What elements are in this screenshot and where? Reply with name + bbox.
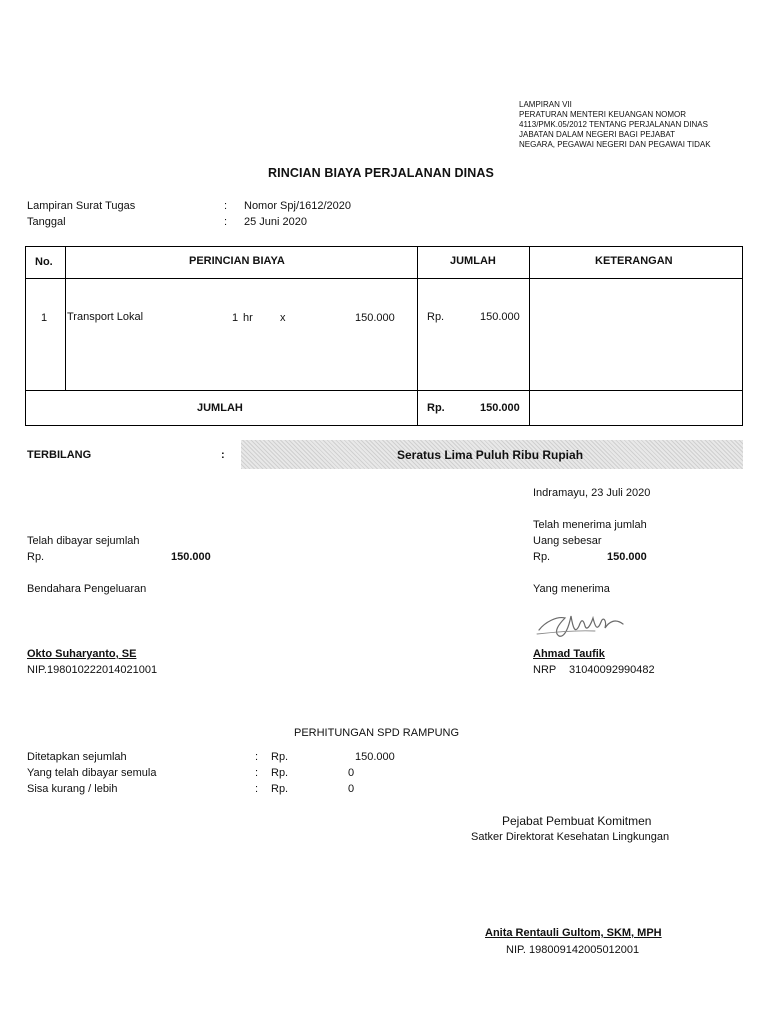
ppk-title: Pejabat Pembuat Komitmen [502,814,652,828]
total-label: JUMLAH [197,402,243,414]
table-border-top [25,246,743,247]
row-qty: 1 [232,312,239,324]
ppk-name: Anita Rentauli Gultom, SKM, MPH [485,927,662,939]
rampung-value: 150.000 [355,751,395,763]
row-price: 150.000 [355,312,395,324]
total-rp: Rp. [427,402,445,414]
lampiran-line-5: NEGARA, PEGAWAI NEGERI DAN PEGAWAI TIDAK [519,140,711,149]
table-border-left [25,246,26,426]
header-keterangan: KETERANGAN [595,255,673,267]
received-line-2: Uang sebesar [533,535,602,547]
table-col-divider-no [65,246,66,391]
table-border-right [742,246,743,426]
receiver-signature-image [535,604,630,644]
place-date: Indramayu, 23 Juli 2020 [533,487,651,499]
row-amount: 150.000 [480,311,520,323]
total-amount: 150.000 [480,402,520,414]
document-title: RINCIAN BIAYA PERJALANAN DINAS [268,166,494,180]
lampiran-line-1: LAMPIRAN VII [519,100,572,109]
row-item: Transport Lokal [67,311,144,323]
received-rp: Rp. [533,551,551,563]
rampung-colon: : [255,767,259,779]
row-times: x [280,312,286,324]
paid-amount: 150.000 [171,551,211,563]
surat-tugas-label: Lampiran Surat Tugas [27,200,136,212]
received-amount: 150.000 [607,551,647,563]
terbilang-text: Seratus Lima Puluh Ribu Rupiah [397,448,584,462]
rampung-label: Ditetapkan sejumlah [27,751,127,763]
treasurer-name: Okto Suharyanto, SE [27,648,137,660]
rampung-label: Sisa kurang / lebih [27,783,118,795]
table-total-divider [25,390,743,391]
header-perincian-biaya: PERINCIAN BIAYA [189,255,285,267]
header-no: No. [35,256,53,268]
header-jumlah: JUMLAH [450,255,496,267]
ppk-unit: Satker Direktorat Kesehatan Lingkungan [471,831,670,843]
surat-tugas-value: Nomor Spj/1612/2020 [244,200,352,212]
row-no: 1 [41,312,48,324]
surat-tugas-colon: : [224,200,228,212]
paid-line-1: Telah dibayar sejumlah [27,535,140,547]
terbilang-label: TERBILANG [27,449,92,461]
row-unit: hr [243,312,253,324]
rampung-value: 0 [348,767,355,779]
receiver-nrp-label: NRP [533,664,557,676]
receiver-role: Yang menerima [533,583,610,595]
terbilang-colon: : [221,449,225,461]
tanggal-label: Tanggal [27,216,66,228]
rampung-colon: : [255,751,259,763]
table-col-divider-perincian [417,246,418,426]
ppk-nip: NIP. 198009142005012001 [506,944,640,956]
rampung-rp: Rp. [271,767,289,779]
row-rp: Rp. [427,311,445,323]
treasurer-nip: NIP.198010222014021001 [27,664,158,676]
table-col-divider-jumlah [529,246,530,426]
receiver-nrp: 31040092990482 [569,664,655,676]
table-header-divider [25,278,743,279]
rampung-label: Yang telah dibayar semula [27,767,157,779]
paid-rp: Rp. [27,551,45,563]
lampiran-line-3: 4113/PMK.05/2012 TENTANG PERJALANAN DINAS [519,120,708,129]
tanggal-value: 25 Juni 2020 [244,216,307,228]
lampiran-line-2: PERATURAN MENTERI KEUANGAN NOMOR [519,110,686,119]
treasurer-role: Bendahara Pengeluaran [27,583,147,595]
rampung-value: 0 [348,783,355,795]
receiver-name: Ahmad Taufik [533,648,605,660]
lampiran-line-4: JABATAN DALAM NEGERI BAGI PEJABAT [519,130,676,139]
rampung-colon: : [255,783,259,795]
tanggal-colon: : [224,216,228,228]
rampung-title: PERHITUNGAN SPD RAMPUNG [294,727,460,739]
rampung-rp: Rp. [271,751,289,763]
rampung-rp: Rp. [271,783,289,795]
received-line-1: Telah menerima jumlah [533,519,647,531]
table-border-bottom [25,425,743,426]
